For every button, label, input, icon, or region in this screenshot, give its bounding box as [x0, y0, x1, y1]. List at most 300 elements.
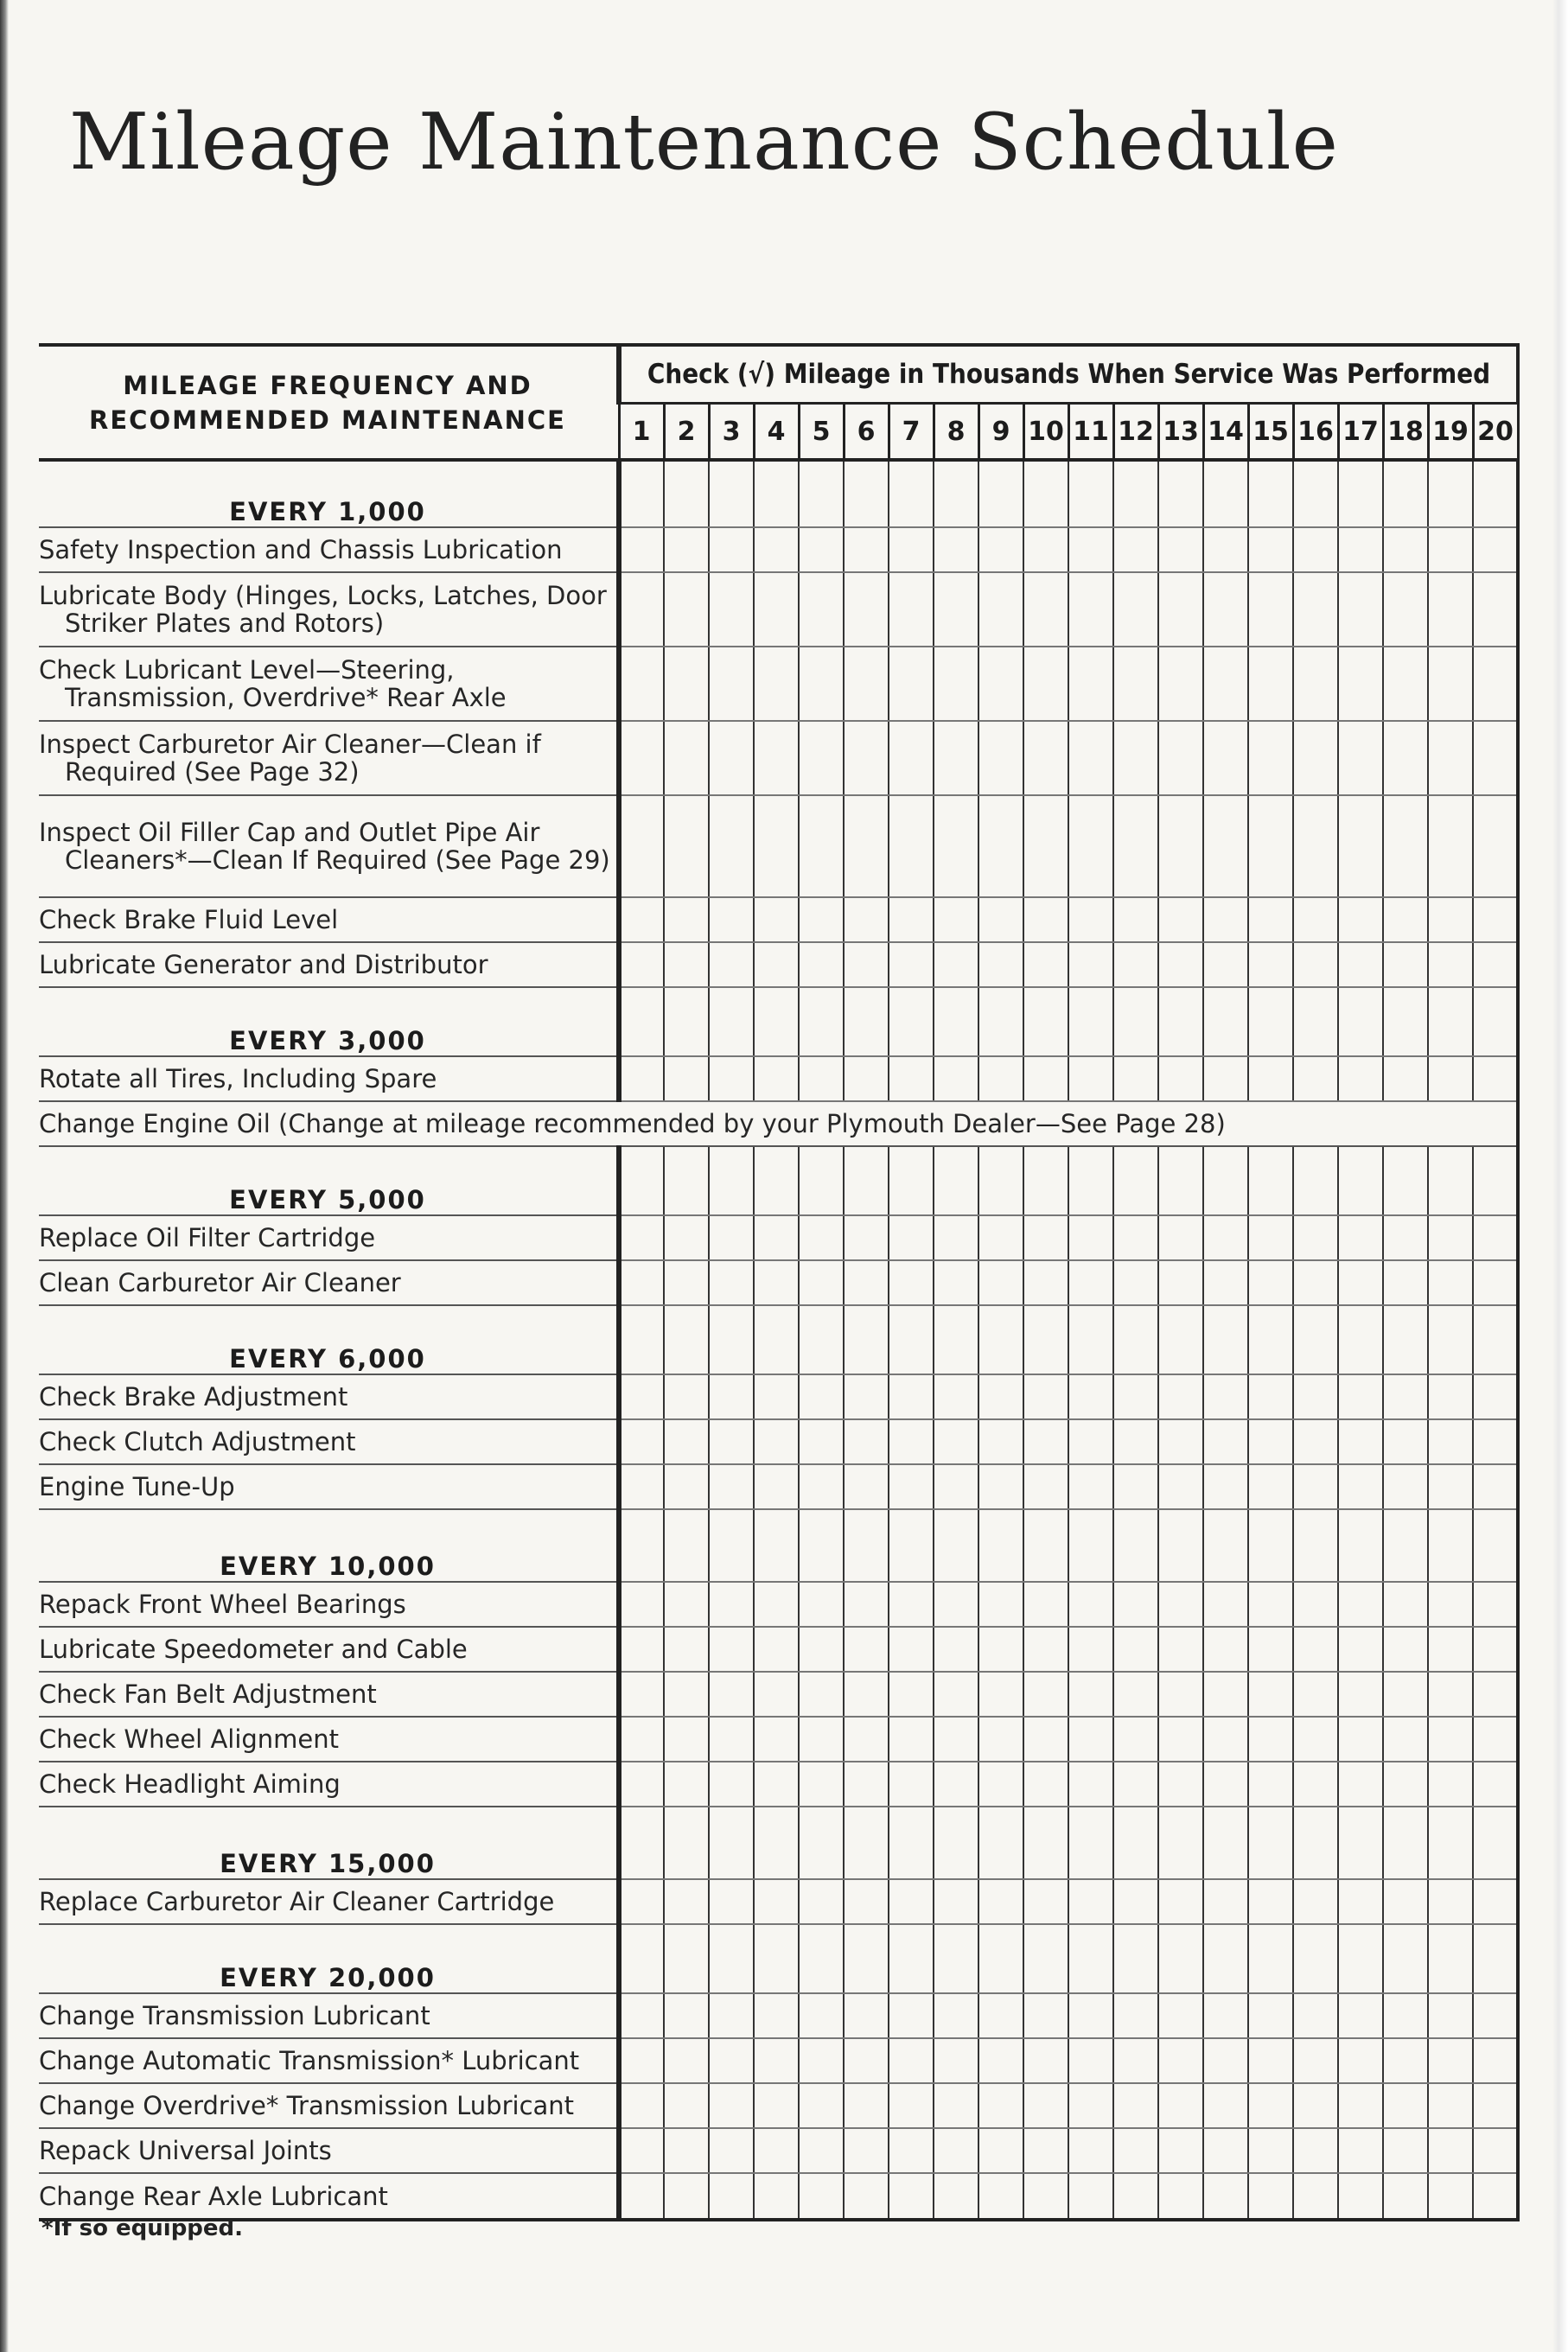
check-cell[interactable] [1383, 572, 1428, 647]
check-cell[interactable] [709, 527, 754, 572]
check-cell[interactable] [799, 1260, 844, 1305]
check-cell[interactable] [1068, 460, 1113, 527]
check-cell[interactable] [934, 897, 978, 942]
check-cell[interactable] [709, 2083, 754, 2128]
check-cell[interactable] [1383, 795, 1428, 897]
check-cell[interactable] [1383, 1374, 1428, 1419]
check-cell[interactable] [1248, 1582, 1293, 1627]
check-cell[interactable] [1428, 1807, 1473, 1879]
check-cell[interactable] [709, 1056, 754, 1101]
check-cell[interactable] [1293, 2038, 1338, 2083]
check-cell[interactable] [844, 2083, 889, 2128]
check-cell[interactable] [844, 1056, 889, 1101]
check-cell[interactable] [619, 460, 664, 527]
check-cell[interactable] [889, 647, 934, 721]
check-cell[interactable] [889, 2083, 934, 2128]
check-cell[interactable] [844, 1993, 889, 2038]
check-cell[interactable] [1203, 1419, 1248, 1464]
check-cell[interactable] [1068, 1464, 1113, 1509]
check-cell[interactable] [844, 1762, 889, 1807]
check-cell[interactable] [1113, 1582, 1158, 1627]
check-cell[interactable] [619, 1582, 664, 1627]
check-cell[interactable] [1113, 527, 1158, 572]
check-cell[interactable] [709, 1993, 754, 2038]
check-cell[interactable] [799, 572, 844, 647]
check-cell[interactable] [1293, 1215, 1338, 1260]
check-cell[interactable] [754, 1509, 799, 1582]
check-cell[interactable] [934, 1879, 978, 1924]
check-cell[interactable] [619, 647, 664, 721]
check-cell[interactable] [1473, 897, 1518, 942]
check-cell[interactable] [1338, 1260, 1383, 1305]
check-cell[interactable] [799, 1627, 844, 1672]
check-cell[interactable] [1113, 1056, 1158, 1101]
check-cell[interactable] [619, 1260, 664, 1305]
check-cell[interactable] [664, 2173, 709, 2220]
check-cell[interactable] [1473, 1993, 1518, 2038]
check-cell[interactable] [1158, 2038, 1203, 2083]
check-cell[interactable] [1383, 1807, 1428, 1879]
check-cell[interactable] [1383, 2038, 1428, 2083]
check-cell[interactable] [1203, 2083, 1248, 2128]
check-cell[interactable] [1203, 1215, 1248, 1260]
check-cell[interactable] [664, 460, 709, 527]
check-cell[interactable] [1248, 1260, 1293, 1305]
check-cell[interactable] [844, 460, 889, 527]
check-cell[interactable] [1023, 1762, 1068, 1807]
check-cell[interactable] [844, 1924, 889, 1993]
check-cell[interactable] [1338, 1215, 1383, 1260]
check-cell[interactable] [1248, 1627, 1293, 1672]
check-cell[interactable] [619, 795, 664, 897]
check-cell[interactable] [1338, 1672, 1383, 1717]
check-cell[interactable] [664, 1807, 709, 1879]
check-cell[interactable] [619, 1056, 664, 1101]
check-cell[interactable] [1158, 572, 1203, 647]
check-cell[interactable] [1023, 1419, 1068, 1464]
check-cell[interactable] [619, 1374, 664, 1419]
check-cell[interactable] [1473, 1260, 1518, 1305]
check-cell[interactable] [709, 1717, 754, 1762]
check-cell[interactable] [1293, 647, 1338, 721]
check-cell[interactable] [619, 2173, 664, 2220]
check-cell[interactable] [619, 1146, 664, 1215]
check-cell[interactable] [889, 2128, 934, 2173]
check-cell[interactable] [1428, 1717, 1473, 1762]
check-cell[interactable] [1113, 1419, 1158, 1464]
check-cell[interactable] [889, 942, 934, 987]
check-cell[interactable] [1428, 1260, 1473, 1305]
check-cell[interactable] [1068, 1215, 1113, 1260]
check-cell[interactable] [1068, 1717, 1113, 1762]
check-cell[interactable] [799, 1924, 844, 1993]
check-cell[interactable] [619, 572, 664, 647]
check-cell[interactable] [799, 1509, 844, 1582]
check-cell[interactable] [709, 1509, 754, 1582]
check-cell[interactable] [889, 1582, 934, 1627]
check-cell[interactable] [1293, 721, 1338, 795]
check-cell[interactable] [754, 527, 799, 572]
check-cell[interactable] [1158, 1807, 1203, 1879]
check-cell[interactable] [1203, 1627, 1248, 1672]
check-cell[interactable] [799, 1146, 844, 1215]
check-cell[interactable] [1023, 2173, 1068, 2220]
check-cell[interactable] [934, 1215, 978, 1260]
check-cell[interactable] [799, 2083, 844, 2128]
check-cell[interactable] [664, 942, 709, 987]
check-cell[interactable] [709, 1627, 754, 1672]
check-cell[interactable] [709, 1672, 754, 1717]
check-cell[interactable] [978, 1374, 1023, 1419]
check-cell[interactable] [1473, 1305, 1518, 1374]
check-cell[interactable] [1428, 1627, 1473, 1672]
check-cell[interactable] [1158, 460, 1203, 527]
check-cell[interactable] [619, 897, 664, 942]
check-cell[interactable] [1023, 897, 1068, 942]
check-cell[interactable] [1383, 1509, 1428, 1582]
check-cell[interactable] [1023, 1146, 1068, 1215]
check-cell[interactable] [1158, 1762, 1203, 1807]
check-cell[interactable] [934, 527, 978, 572]
check-cell[interactable] [754, 1924, 799, 1993]
check-cell[interactable] [1158, 1374, 1203, 1419]
check-cell[interactable] [1023, 2083, 1068, 2128]
check-cell[interactable] [844, 1672, 889, 1717]
check-cell[interactable] [978, 1672, 1023, 1717]
check-cell[interactable] [889, 1419, 934, 1464]
check-cell[interactable] [978, 942, 1023, 987]
check-cell[interactable] [799, 2038, 844, 2083]
check-cell[interactable] [754, 1807, 799, 1879]
check-cell[interactable] [709, 2173, 754, 2220]
check-cell[interactable] [619, 2038, 664, 2083]
check-cell[interactable] [889, 1215, 934, 1260]
check-cell[interactable] [1293, 1762, 1338, 1807]
check-cell[interactable] [1428, 987, 1473, 1056]
check-cell[interactable] [1203, 1672, 1248, 1717]
check-cell[interactable] [664, 2083, 709, 2128]
check-cell[interactable] [1023, 987, 1068, 1056]
check-cell[interactable] [1293, 1807, 1338, 1879]
check-cell[interactable] [1248, 987, 1293, 1056]
check-cell[interactable] [1473, 527, 1518, 572]
check-cell[interactable] [709, 1807, 754, 1879]
check-cell[interactable] [1428, 1879, 1473, 1924]
check-cell[interactable] [754, 1762, 799, 1807]
check-cell[interactable] [1158, 1146, 1203, 1215]
check-cell[interactable] [978, 1582, 1023, 1627]
check-cell[interactable] [1203, 721, 1248, 795]
check-cell[interactable] [1023, 942, 1068, 987]
check-cell[interactable] [934, 2083, 978, 2128]
check-cell[interactable] [754, 1419, 799, 1464]
check-cell[interactable] [1113, 647, 1158, 721]
check-cell[interactable] [799, 942, 844, 987]
check-cell[interactable] [1428, 1993, 1473, 2038]
check-cell[interactable] [1203, 527, 1248, 572]
check-cell[interactable] [754, 1215, 799, 1260]
check-cell[interactable] [664, 1305, 709, 1374]
check-cell[interactable] [1428, 1374, 1473, 1419]
check-cell[interactable] [1068, 527, 1113, 572]
check-cell[interactable] [978, 2128, 1023, 2173]
check-cell[interactable] [799, 795, 844, 897]
check-cell[interactable] [664, 1509, 709, 1582]
check-cell[interactable] [1293, 1374, 1338, 1419]
check-cell[interactable] [1248, 647, 1293, 721]
check-cell[interactable] [1203, 987, 1248, 1056]
check-cell[interactable] [934, 1419, 978, 1464]
check-cell[interactable] [664, 2128, 709, 2173]
check-cell[interactable] [1338, 1146, 1383, 1215]
check-cell[interactable] [1248, 942, 1293, 987]
check-cell[interactable] [889, 1627, 934, 1672]
check-cell[interactable] [709, 721, 754, 795]
check-cell[interactable] [1068, 1305, 1113, 1374]
check-cell[interactable] [934, 987, 978, 1056]
check-cell[interactable] [844, 897, 889, 942]
check-cell[interactable] [889, 1464, 934, 1509]
check-cell[interactable] [1068, 1627, 1113, 1672]
check-cell[interactable] [1338, 1419, 1383, 1464]
check-cell[interactable] [934, 572, 978, 647]
check-cell[interactable] [1293, 897, 1338, 942]
check-cell[interactable] [1293, 1879, 1338, 1924]
check-cell[interactable] [1203, 1056, 1248, 1101]
check-cell[interactable] [754, 1879, 799, 1924]
check-cell[interactable] [1248, 1762, 1293, 1807]
check-cell[interactable] [1248, 1419, 1293, 1464]
check-cell[interactable] [1068, 1419, 1113, 1464]
check-cell[interactable] [1338, 1807, 1383, 1879]
check-cell[interactable] [664, 647, 709, 721]
check-cell[interactable] [754, 1305, 799, 1374]
check-cell[interactable] [619, 1672, 664, 1717]
check-cell[interactable] [1203, 2128, 1248, 2173]
check-cell[interactable] [1023, 460, 1068, 527]
check-cell[interactable] [1023, 1582, 1068, 1627]
check-cell[interactable] [1293, 1672, 1338, 1717]
check-cell[interactable] [844, 2038, 889, 2083]
check-cell[interactable] [844, 1509, 889, 1582]
check-cell[interactable] [1428, 572, 1473, 647]
check-cell[interactable] [1113, 2128, 1158, 2173]
check-cell[interactable] [1248, 1924, 1293, 1993]
check-cell[interactable] [1473, 1879, 1518, 1924]
check-cell[interactable] [1113, 1924, 1158, 1993]
check-cell[interactable] [754, 1464, 799, 1509]
check-cell[interactable] [1248, 2173, 1293, 2220]
check-cell[interactable] [709, 1260, 754, 1305]
check-cell[interactable] [844, 2173, 889, 2220]
check-cell[interactable] [1068, 1260, 1113, 1305]
check-cell[interactable] [1473, 721, 1518, 795]
check-cell[interactable] [889, 460, 934, 527]
check-cell[interactable] [1248, 572, 1293, 647]
check-cell[interactable] [1473, 1807, 1518, 1879]
check-cell[interactable] [1428, 2173, 1473, 2220]
check-cell[interactable] [1293, 1419, 1338, 1464]
check-cell[interactable] [934, 1056, 978, 1101]
check-cell[interactable] [1113, 1807, 1158, 1879]
check-cell[interactable] [1428, 721, 1473, 795]
check-cell[interactable] [664, 1146, 709, 1215]
check-cell[interactable] [934, 1146, 978, 1215]
check-cell[interactable] [978, 1717, 1023, 1762]
check-cell[interactable] [1383, 1305, 1428, 1374]
check-cell[interactable] [1383, 987, 1428, 1056]
check-cell[interactable] [1113, 1215, 1158, 1260]
check-cell[interactable] [1113, 460, 1158, 527]
check-cell[interactable] [754, 987, 799, 1056]
check-cell[interactable] [754, 1993, 799, 2038]
check-cell[interactable] [1338, 527, 1383, 572]
check-cell[interactable] [889, 2173, 934, 2220]
check-cell[interactable] [934, 460, 978, 527]
check-cell[interactable] [799, 1993, 844, 2038]
check-cell[interactable] [1473, 647, 1518, 721]
check-cell[interactable] [709, 2038, 754, 2083]
check-cell[interactable] [934, 1807, 978, 1879]
check-cell[interactable] [1383, 1717, 1428, 1762]
check-cell[interactable] [619, 1993, 664, 2038]
check-cell[interactable] [754, 2038, 799, 2083]
check-cell[interactable] [709, 1374, 754, 1419]
check-cell[interactable] [1068, 1374, 1113, 1419]
check-cell[interactable] [754, 1717, 799, 1762]
check-cell[interactable] [1473, 1672, 1518, 1717]
check-cell[interactable] [1023, 1464, 1068, 1509]
check-cell[interactable] [1023, 1807, 1068, 1879]
check-cell[interactable] [664, 795, 709, 897]
check-cell[interactable] [1473, 1582, 1518, 1627]
check-cell[interactable] [1113, 1305, 1158, 1374]
check-cell[interactable] [619, 1807, 664, 1879]
check-cell[interactable] [619, 527, 664, 572]
check-cell[interactable] [1293, 2128, 1338, 2173]
check-cell[interactable] [619, 2083, 664, 2128]
check-cell[interactable] [664, 1879, 709, 1924]
check-cell[interactable] [1113, 795, 1158, 897]
check-cell[interactable] [619, 2128, 664, 2173]
check-cell[interactable] [844, 1146, 889, 1215]
check-cell[interactable] [1203, 1879, 1248, 1924]
check-cell[interactable] [889, 527, 934, 572]
check-cell[interactable] [1113, 572, 1158, 647]
check-cell[interactable] [1068, 647, 1113, 721]
check-cell[interactable] [889, 795, 934, 897]
check-cell[interactable] [1338, 1627, 1383, 1672]
check-cell[interactable] [1248, 721, 1293, 795]
check-cell[interactable] [799, 460, 844, 527]
check-cell[interactable] [799, 721, 844, 795]
check-cell[interactable] [1068, 2038, 1113, 2083]
check-cell[interactable] [1023, 721, 1068, 795]
check-cell[interactable] [978, 1419, 1023, 1464]
check-cell[interactable] [1068, 2173, 1113, 2220]
check-cell[interactable] [1338, 2083, 1383, 2128]
check-cell[interactable] [1293, 1717, 1338, 1762]
check-cell[interactable] [844, 795, 889, 897]
check-cell[interactable] [1293, 1627, 1338, 1672]
check-cell[interactable] [1428, 1582, 1473, 1627]
check-cell[interactable] [709, 1305, 754, 1374]
check-cell[interactable] [1248, 1305, 1293, 1374]
check-cell[interactable] [619, 1762, 664, 1807]
check-cell[interactable] [1158, 1993, 1203, 2038]
check-cell[interactable] [1473, 1509, 1518, 1582]
check-cell[interactable] [1428, 1509, 1473, 1582]
check-cell[interactable] [844, 1464, 889, 1509]
check-cell[interactable] [1428, 1464, 1473, 1509]
check-cell[interactable] [978, 1260, 1023, 1305]
check-cell[interactable] [1428, 460, 1473, 527]
check-cell[interactable] [754, 897, 799, 942]
check-cell[interactable] [799, 897, 844, 942]
check-cell[interactable] [1158, 1056, 1203, 1101]
check-cell[interactable] [844, 572, 889, 647]
check-cell[interactable] [1248, 1509, 1293, 1582]
check-cell[interactable] [754, 1627, 799, 1672]
check-cell[interactable] [934, 1582, 978, 1627]
check-cell[interactable] [1068, 795, 1113, 897]
check-cell[interactable] [1158, 527, 1203, 572]
check-cell[interactable] [1338, 460, 1383, 527]
check-cell[interactable] [1023, 2128, 1068, 2173]
check-cell[interactable] [1338, 897, 1383, 942]
check-cell[interactable] [1293, 942, 1338, 987]
check-cell[interactable] [1023, 1672, 1068, 1717]
check-cell[interactable] [799, 2173, 844, 2220]
check-cell[interactable] [1383, 721, 1428, 795]
check-cell[interactable] [1113, 1260, 1158, 1305]
check-cell[interactable] [1338, 2038, 1383, 2083]
check-cell[interactable] [1428, 1146, 1473, 1215]
check-cell[interactable] [978, 1305, 1023, 1374]
check-cell[interactable] [799, 1374, 844, 1419]
check-cell[interactable] [754, 1260, 799, 1305]
check-cell[interactable] [978, 1056, 1023, 1101]
check-cell[interactable] [1338, 2128, 1383, 2173]
check-cell[interactable] [1338, 1924, 1383, 1993]
check-cell[interactable] [619, 1717, 664, 1762]
check-cell[interactable] [619, 987, 664, 1056]
check-cell[interactable] [1473, 2128, 1518, 2173]
check-cell[interactable] [664, 1993, 709, 2038]
check-cell[interactable] [889, 1056, 934, 1101]
check-cell[interactable] [1293, 527, 1338, 572]
check-cell[interactable] [1428, 1419, 1473, 1464]
check-cell[interactable] [1068, 1146, 1113, 1215]
check-cell[interactable] [934, 647, 978, 721]
check-cell[interactable] [1113, 1146, 1158, 1215]
check-cell[interactable] [844, 1374, 889, 1419]
check-cell[interactable] [619, 1509, 664, 1582]
check-cell[interactable] [1068, 721, 1113, 795]
check-cell[interactable] [1248, 2128, 1293, 2173]
check-cell[interactable] [1293, 1582, 1338, 1627]
check-cell[interactable] [1293, 1993, 1338, 2038]
check-cell[interactable] [889, 1672, 934, 1717]
check-cell[interactable] [754, 721, 799, 795]
check-cell[interactable] [1158, 2173, 1203, 2220]
check-cell[interactable] [1023, 1374, 1068, 1419]
check-cell[interactable] [1383, 1924, 1428, 1993]
check-cell[interactable] [1293, 1146, 1338, 1215]
check-cell[interactable] [844, 721, 889, 795]
check-cell[interactable] [1248, 1374, 1293, 1419]
check-cell[interactable] [619, 942, 664, 987]
